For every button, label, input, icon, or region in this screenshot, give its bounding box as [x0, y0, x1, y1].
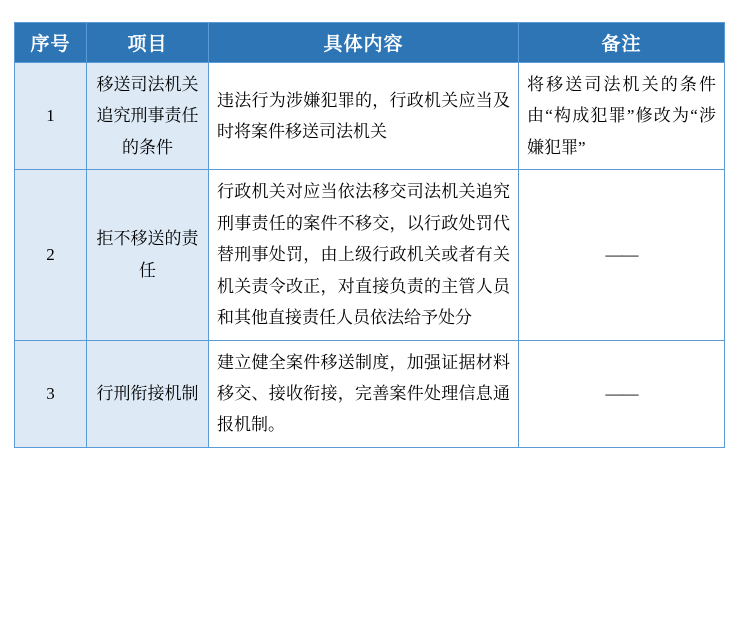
row-note: —— — [519, 170, 725, 340]
column-header-content: 具体内容 — [209, 23, 519, 63]
table-header — [15, 23, 725, 63]
row-note: 将移送司法机关的条件由“构成犯罪”修改为“涉嫌犯罪” — [519, 63, 725, 170]
column-header-no: 序号 — [15, 23, 87, 63]
row-content: 违法行为涉嫌犯罪的，行政机关应当及时将案件移送司法机关 — [209, 63, 519, 170]
table-header-row — [15, 23, 725, 63]
row-item: 拒不移送的责任 — [87, 170, 209, 340]
row-item: 移送司法机关追究刑事责任的条件 — [87, 63, 209, 170]
table-row — [15, 170, 725, 340]
row-content: 建立健全案件移送制度，加强证据材料移交、接收衔接，完善案件处理信息通报机制。 — [209, 340, 519, 447]
row-note: —— — [519, 340, 725, 447]
row-content: 行政机关对应当依法移交司法机关追究刑事责任的案件不移交，以行政处罚代替刑事处罚，由上级行政机关或者有关机关责令改正，对直接负责的主管人员和其他直接责任人员依法给予处分 — [209, 170, 519, 340]
row-no: 3 — [15, 340, 87, 447]
column-header-note: 备注 — [519, 23, 725, 63]
table-row — [15, 63, 725, 170]
row-item: 行刑衔接机制 — [87, 340, 209, 447]
table-body — [15, 63, 725, 448]
column-header-item: 项目 — [87, 23, 209, 63]
row-no: 2 — [15, 170, 87, 340]
table-row — [15, 340, 725, 447]
regulation-table — [14, 22, 725, 448]
row-no: 1 — [15, 63, 87, 170]
